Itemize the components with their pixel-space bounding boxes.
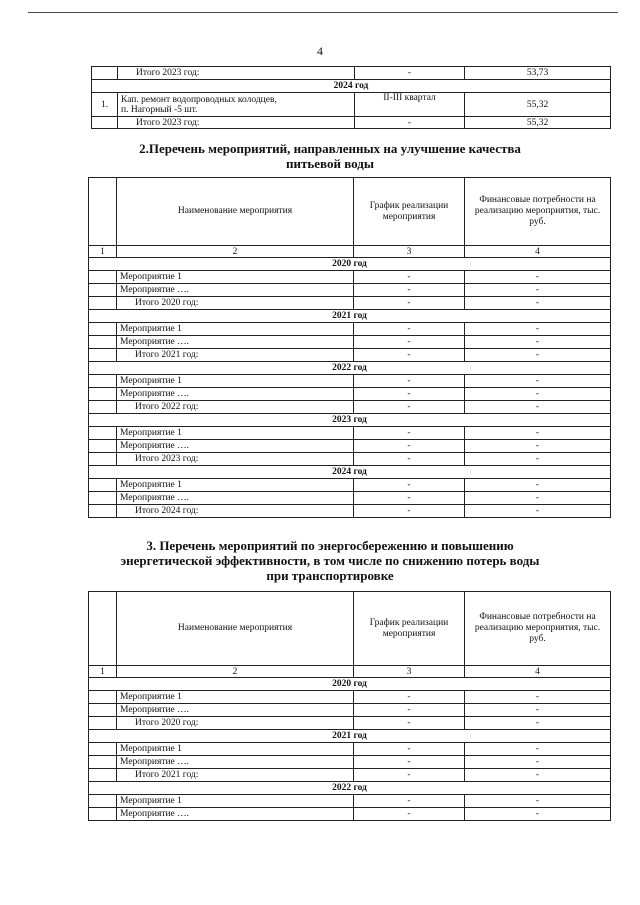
total-row [89, 717, 611, 730]
year-heading-row [89, 414, 611, 427]
schedule-cell: - [354, 453, 465, 466]
column-number: 3 [354, 666, 465, 678]
total-row [89, 349, 611, 362]
year-heading: 2023 год [89, 414, 611, 427]
table-row [89, 795, 611, 808]
row-number [89, 479, 117, 492]
finance-cell: - [465, 756, 611, 769]
year-heading-row [89, 466, 611, 479]
schedule-cell: - [354, 756, 465, 769]
activity-name: Мероприятие 1 [117, 743, 354, 756]
schedule-cell: - [354, 427, 465, 440]
activity-name: Мероприятие …. [117, 808, 354, 821]
schedule-cell: - [354, 349, 465, 362]
finance-cell: - [465, 717, 611, 730]
table-row [89, 375, 611, 388]
finance-cell: - [465, 795, 611, 808]
row-number [89, 756, 117, 769]
table-row [92, 80, 611, 93]
year-heading: 2020 год [89, 678, 611, 691]
row-number [89, 808, 117, 821]
section-3-title: 3. Перечень мероприятий по энергосбережению и повышению энергетической эффективности, в том числе по снижению потерь воды при транспортировке [120, 538, 540, 583]
year-heading: 2021 год [89, 310, 611, 323]
year-heading-row [89, 678, 611, 691]
finance-cell: - [465, 492, 611, 505]
finance-cell: - [465, 375, 611, 388]
table-row [89, 756, 611, 769]
row-number [92, 67, 118, 80]
row-number [89, 375, 117, 388]
schedule-cell: - [354, 401, 465, 414]
table-row [92, 67, 611, 80]
activity-name: Мероприятие 1 [117, 271, 354, 284]
column-number-row [89, 246, 611, 258]
finance-cell: - [465, 691, 611, 704]
activity-name: Мероприятие …. [117, 440, 354, 453]
table-row [89, 479, 611, 492]
total-label: Итого 2020 год: [117, 717, 354, 730]
row-number [89, 453, 117, 466]
schedule-cell: - [354, 808, 465, 821]
finance-cell: - [465, 401, 611, 414]
activity-name: Мероприятие 1 [117, 479, 354, 492]
activity-name: Мероприятие 1 [117, 427, 354, 440]
row-number [89, 271, 117, 284]
finance-cell: - [465, 297, 611, 310]
schedule-cell: - [355, 67, 465, 80]
finance-cell: - [465, 349, 611, 362]
year-heading: 2024 год [92, 80, 611, 93]
finance-cell: - [465, 505, 611, 518]
row-number [89, 284, 117, 297]
header-schedule: График реализации мероприятия [354, 592, 465, 666]
total-label: Итого 2024 год: [117, 505, 354, 518]
finance-cell: - [465, 336, 611, 349]
row-number [89, 297, 117, 310]
column-number: 4 [465, 246, 611, 258]
row-number [89, 401, 117, 414]
finance-cell: - [465, 769, 611, 782]
schedule-cell: II-III квартал [355, 93, 465, 117]
header-activity-name: Наименование мероприятия [117, 592, 354, 666]
row-number [89, 505, 117, 518]
schedule-cell: - [354, 284, 465, 297]
activity-name: Мероприятие 1 [117, 795, 354, 808]
table-row [89, 704, 611, 717]
table-row [89, 440, 611, 453]
table-row [92, 93, 611, 117]
column-number: 2 [117, 246, 354, 258]
table-row [89, 743, 611, 756]
year-heading: 2022 год [89, 362, 611, 375]
table-row [89, 808, 611, 821]
total-label: Итого 2023 год: [117, 453, 354, 466]
activity-name: Мероприятие 1 [117, 691, 354, 704]
finance-cell: - [465, 808, 611, 821]
header-col-1 [89, 592, 117, 666]
schedule-cell: - [354, 691, 465, 704]
table-header-row [89, 178, 611, 246]
column-number: 3 [354, 246, 465, 258]
total-label: Итого 2021 год: [117, 769, 354, 782]
schedule-cell: - [354, 440, 465, 453]
schedule-cell: - [354, 479, 465, 492]
activity-name: Итого 2023 год: [118, 117, 355, 129]
row-number [89, 388, 117, 401]
column-number: 2 [117, 666, 354, 678]
schedule-cell: - [354, 505, 465, 518]
activity-name: Мероприятие …. [117, 284, 354, 297]
finance-cell: 55,32 [465, 117, 611, 129]
table-row [89, 271, 611, 284]
table-row [89, 388, 611, 401]
finance-cell: - [465, 704, 611, 717]
finance-cell: 53,73 [465, 67, 611, 80]
header-schedule: График реализации мероприятия [354, 178, 465, 246]
schedule-cell: - [354, 492, 465, 505]
total-row [89, 505, 611, 518]
table-row [89, 492, 611, 505]
row-number [89, 704, 117, 717]
header-col-1 [89, 178, 117, 246]
activity-name: Мероприятие …. [117, 704, 354, 717]
row-number [89, 427, 117, 440]
finance-cell: - [465, 743, 611, 756]
total-row [89, 769, 611, 782]
schedule-cell: - [354, 375, 465, 388]
section-2-title: 2.Перечень мероприятий, направленных на улучшение качества питьевой воды [139, 141, 521, 171]
total-row [89, 297, 611, 310]
schedule-cell: - [354, 271, 465, 284]
activity-name: Мероприятие 1 [117, 323, 354, 336]
table-row [89, 336, 611, 349]
finance-cell: - [465, 427, 611, 440]
header-finance: Финансовые потребности на реализацию мероприятия, тыс. руб. [465, 178, 611, 246]
activity-name: Кап. ремонт водопроводных колодцев, п. Нагорный -5 шт. [118, 93, 355, 117]
page-top-rule [28, 12, 618, 13]
total-label: Итого 2020 год: [117, 297, 354, 310]
table-row [89, 284, 611, 297]
header-activity-name: Наименование мероприятия [117, 178, 354, 246]
table-row [89, 691, 611, 704]
schedule-cell: - [354, 743, 465, 756]
schedule-cell: - [354, 769, 465, 782]
year-heading-row [89, 782, 611, 795]
row-number [89, 717, 117, 730]
schedule-cell: - [354, 336, 465, 349]
total-label: Итого 2021 год: [117, 349, 354, 362]
column-number: 1 [89, 246, 117, 258]
activity-name: Итого 2023 год: [118, 67, 355, 80]
row-number [89, 323, 117, 336]
row-number [89, 769, 117, 782]
finance-cell: - [465, 323, 611, 336]
finance-cell: - [465, 388, 611, 401]
activity-name: Мероприятие …. [117, 336, 354, 349]
activity-name: Мероприятие 1 [117, 375, 354, 388]
schedule-cell: - [354, 795, 465, 808]
row-number [89, 795, 117, 808]
year-heading: 2021 год [89, 730, 611, 743]
table-row [89, 323, 611, 336]
finance-cell: - [465, 440, 611, 453]
column-number: 1 [89, 666, 117, 678]
year-heading-row [89, 730, 611, 743]
table-row [89, 427, 611, 440]
column-number-row [89, 666, 611, 678]
total-row [89, 401, 611, 414]
year-heading-row [89, 258, 611, 271]
table-row [92, 117, 611, 129]
section-3-table [88, 591, 611, 821]
year-heading-row [89, 310, 611, 323]
row-number [89, 492, 117, 505]
row-number [89, 691, 117, 704]
row-number [92, 117, 118, 129]
year-heading-row [89, 362, 611, 375]
page-number: 4 [317, 44, 323, 58]
header-finance: Финансовые потребности на реализацию мероприятия, тыс. руб. [465, 592, 611, 666]
schedule-cell: - [354, 323, 465, 336]
row-number [89, 743, 117, 756]
finance-cell: - [465, 271, 611, 284]
schedule-cell: - [355, 117, 465, 129]
activity-name: Мероприятие …. [117, 756, 354, 769]
year-heading: 2020 год [89, 258, 611, 271]
finance-cell: 55,32 [465, 93, 611, 117]
total-label: Итого 2022 год: [117, 401, 354, 414]
finance-cell: - [465, 479, 611, 492]
column-number: 4 [465, 666, 611, 678]
activity-name: Мероприятие …. [117, 388, 354, 401]
row-number [89, 440, 117, 453]
table-header-row [89, 592, 611, 666]
finance-cell: - [465, 284, 611, 297]
section-2-table [88, 177, 611, 518]
row-number [89, 336, 117, 349]
schedule-cell: - [354, 704, 465, 717]
schedule-cell: - [354, 388, 465, 401]
row-number: 1. [92, 93, 118, 117]
year-heading: 2024 год [89, 466, 611, 479]
top-continuation-table [91, 66, 611, 129]
schedule-cell: - [354, 717, 465, 730]
year-heading: 2022 год [89, 782, 611, 795]
finance-cell: - [465, 453, 611, 466]
total-row [89, 453, 611, 466]
row-number [89, 349, 117, 362]
schedule-cell: - [354, 297, 465, 310]
activity-name: Мероприятие …. [117, 492, 354, 505]
